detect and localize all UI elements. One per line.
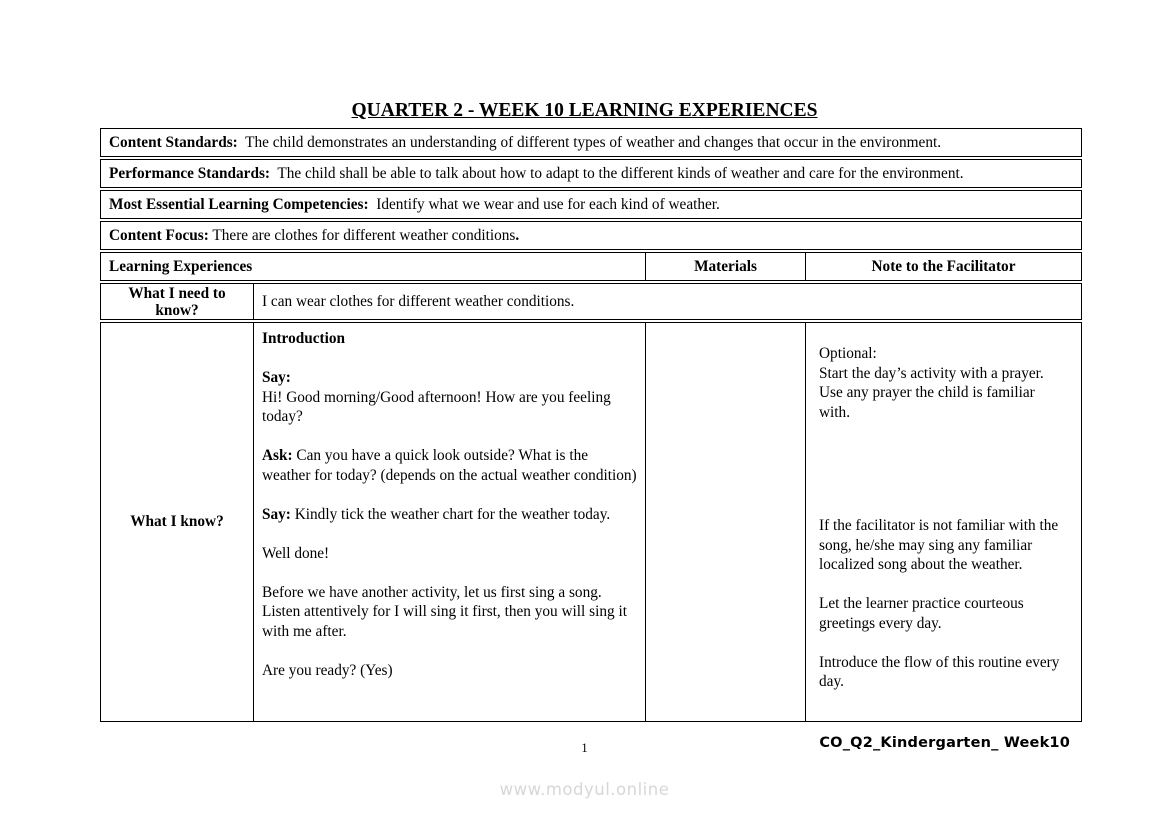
what-i-need-to-know-text: I can wear clothes for different weather conditions. bbox=[262, 292, 575, 310]
note-group-optional bbox=[819, 344, 1069, 422]
learning-experience-paragraph bbox=[262, 368, 637, 427]
note-to-facilitator-cell bbox=[806, 323, 1081, 721]
learning-experience-paragraph bbox=[262, 329, 637, 349]
learning-experience-paragraph bbox=[262, 446, 637, 485]
standards-row bbox=[100, 159, 1082, 188]
paragraph-lead-bold: Ask: bbox=[262, 447, 293, 464]
paragraph-lead-bold: Introduction bbox=[262, 330, 346, 347]
learning-experience-paragraph bbox=[262, 505, 637, 525]
standards-row bbox=[100, 190, 1082, 219]
paragraph-text: Kindly tick the weather chart for the weather today. bbox=[290, 505, 611, 523]
standards-row-text: There are clothes for different weather conditions bbox=[208, 227, 516, 244]
materials-cell bbox=[646, 323, 806, 721]
what-i-need-to-know-row bbox=[100, 283, 1082, 320]
note-paragraph bbox=[819, 516, 1069, 575]
page-number: 1 bbox=[581, 741, 588, 755]
what-i-need-to-know-label: What I need to know? bbox=[101, 284, 254, 319]
standards-row-text: Identify what we wear and use for each kind of weather. bbox=[368, 196, 720, 213]
note-text: Optional: bbox=[819, 345, 877, 362]
paragraph-lead-bold: Say: bbox=[262, 505, 291, 523]
note-text: Start the day’s activity with a prayer. Use any prayer the child is familiar with. bbox=[819, 364, 1044, 421]
paragraph-lead-bold: Say: bbox=[262, 369, 291, 386]
learning-experience-paragraph bbox=[262, 661, 637, 681]
standards-row bbox=[100, 128, 1082, 157]
note-paragraph bbox=[819, 594, 1069, 633]
header-learning-experiences: Learning Experiences bbox=[101, 253, 646, 280]
document-code: CO_Q2_Kindergarten_ Week10 bbox=[819, 735, 1070, 751]
standards-row-text: The child demonstrates an understanding of different types of weather and changes that occur in the environment. bbox=[237, 134, 942, 151]
standards-rows bbox=[100, 128, 1082, 250]
paragraph-text: Are you ready? (Yes) bbox=[262, 661, 393, 679]
note-text: If the facilitator is not familiar with the song, he/she may sing any familiar localized song about the weather. bbox=[819, 517, 1059, 573]
standards-row-label: Performance Standards: bbox=[109, 165, 271, 182]
learning-experiences-cell bbox=[254, 323, 646, 721]
standards-row-label: Content Focus: bbox=[109, 227, 209, 244]
watermark: www.modyul.online bbox=[499, 780, 670, 799]
table-header-row bbox=[100, 252, 1082, 281]
standards-row-suffix: . bbox=[515, 227, 520, 244]
header-note-to-facilitator: Note to the Facilitator bbox=[871, 257, 1016, 275]
note-text: Let the learner practice courteous greetings every day. bbox=[819, 595, 1024, 632]
learning-plan-table bbox=[100, 128, 1082, 724]
standards-row-text: The child shall be able to talk about how to adapt to the different kinds of weather and care for the environment. bbox=[270, 165, 964, 182]
note-paragraph bbox=[819, 344, 1069, 364]
paragraph-text: Hi! Good morning/Good afternoon! How are you feeling today? bbox=[262, 388, 611, 425]
paragraph-text: Before we have another activity, let us first sing a song. Listen attentively for I will sing it first, then you will sing it with me after. bbox=[262, 583, 627, 640]
what-i-know-row bbox=[100, 322, 1082, 722]
what-i-know-label: What I know? bbox=[101, 323, 254, 721]
header-materials: Materials bbox=[646, 253, 806, 280]
standards-row-label: Content Standards: bbox=[109, 134, 238, 151]
note-paragraph bbox=[819, 364, 1069, 423]
learning-experience-paragraph bbox=[262, 544, 637, 564]
paragraph-text: Can you have a quick look outside? What is the weather for today? (depends on the actual weather condition) bbox=[262, 447, 637, 484]
standards-row bbox=[100, 221, 1082, 250]
note-group-song bbox=[819, 516, 1069, 692]
note-text: Introduce the flow of this routine every day. bbox=[819, 653, 1060, 690]
note-paragraph bbox=[819, 653, 1069, 692]
paragraph-text: Well done! bbox=[262, 544, 330, 562]
standards-row-label: Most Essential Learning Competencies: bbox=[109, 196, 369, 213]
learning-experience-paragraph bbox=[262, 583, 637, 642]
page-title: QUARTER 2 - WEEK 10 LEARNING EXPERIENCES bbox=[351, 100, 818, 121]
